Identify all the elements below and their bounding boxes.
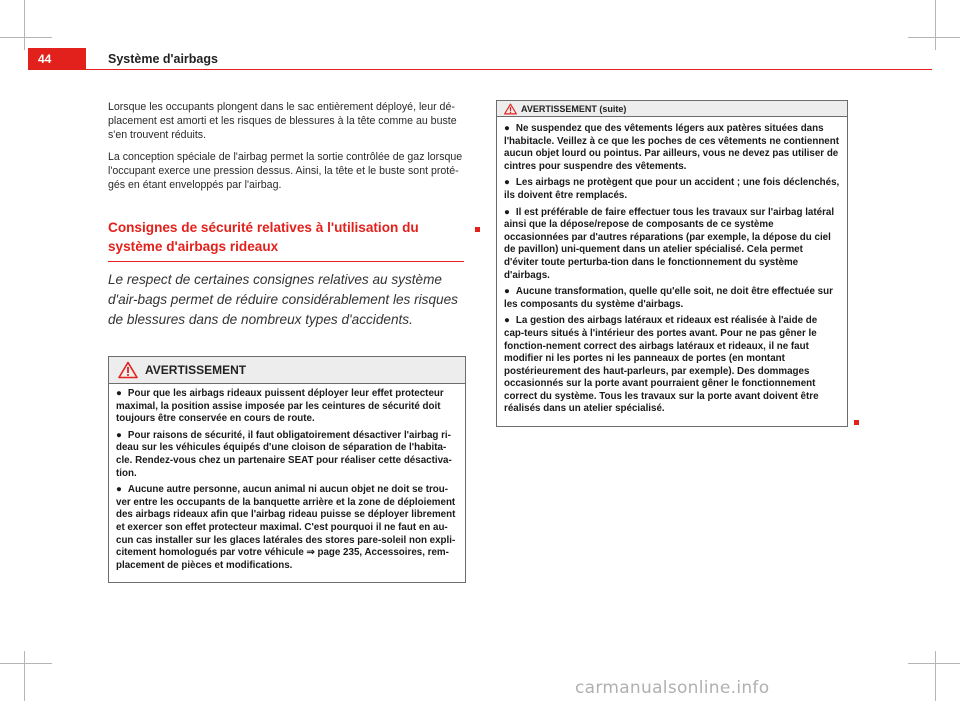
bullet-icon: ● [504, 286, 510, 298]
warning-item: ● Pour que les airbags rideaux puissent déployer leur effet protecteur maximal, la position assise imposée par les ceintures de sécurité doit toujours être conservée en cours de route. [116, 388, 444, 425]
header-rule [86, 69, 932, 70]
left-column [108, 100, 464, 583]
warning-body [109, 384, 465, 582]
warning-box-continued [496, 100, 848, 427]
chapter-title: Système d'airbags [108, 52, 218, 66]
warning-item: ● Il est préférable de faire effectuer tous les travaux sur l'airbag latéral ainsi que la dépose/repose de composants de ce système occasionnées par d'autres réparations (par exemple, la dépose du ciel de pavillon) uni-quement dans un atelier spécialisé. Cela permet d'éviter toute perturba-tion dans le fonctionnement du système d'airbags. [504, 206, 835, 281]
crop-mark [24, 651, 25, 701]
right-column [496, 100, 846, 427]
crop-mark [0, 663, 52, 664]
crop-mark [935, 651, 936, 701]
warning-triangle-icon [117, 361, 139, 379]
bullet-icon: ● [504, 123, 510, 134]
warning-item: ● Les airbags ne protègent que pour un accident ; une fois déclenchés, ils doivent être remplacés. [504, 177, 840, 201]
watermark: carmanualsonline.info [575, 678, 770, 698]
warning-title: AVERTISSEMENT [145, 363, 247, 377]
bullet-icon: ● [504, 177, 510, 189]
end-of-section-icon [475, 227, 480, 232]
crop-mark [908, 37, 960, 38]
warning-triangle-icon [503, 103, 517, 115]
crop-mark [935, 0, 936, 50]
warning-body [497, 117, 847, 426]
warning-item: ● Pour raisons de sécurité, il faut obligatoirement désactiver l'airbag ri-deau sur les véhicules équipés d'une cloison de séparation de l'habita-cle. Rendez-vous chez un partenaire SEAT pour réaliser cette désactiva-tion. [116, 429, 452, 479]
crop-mark [908, 663, 960, 664]
warning-header [497, 101, 847, 117]
warning-item: ● Aucune transformation, quelle qu'elle soit, ne doit être effectuée sur les composants du système d'airbags. [504, 286, 833, 310]
bullet-icon: ● [504, 206, 510, 218]
end-of-section-icon [854, 420, 859, 425]
body-paragraph: Lorsque les occupants plongent dans le sac entièrement déployé, leur dé-placement est amorti et les risques de blessures à la tête comme au buste s'en trouvent réduits. [108, 101, 457, 141]
warning-item: ● La gestion des airbags latéraux et rideaux est réalisée à l'aide de cap-teurs situés à l'intérieur des portes avant. Pour ne pas gêner le fonction-nement correct des airbags latéraux et rideaux, il ne faut modifier ni les portes ni les panneaux de portes (en montant postérieurement des haut-parleurs, par exemple). Des dommages occasionnés sur la porte avant pourraient gêner le fonctionnement correct du système. Tous les travaux sur la porte avant doivent être réalisés dans un atelier spécialisé. [504, 315, 819, 415]
body-paragraph-wrap [108, 150, 464, 192]
warning-header [109, 357, 465, 384]
section-intro: Le respect de certaines consignes relatives au système d'air-bags permet de réduire considérablement les risques de blessures dans de nombreux types d'accidents. [108, 272, 458, 327]
page-number: 44 [28, 48, 86, 70]
body-paragraph: La conception spéciale de l'airbag permet la sortie contrôlée de gaz lorsque l'occupant exerce une pression dessus. Ainsi, la tête et le buste sont proté-gés en étant enveloppés par l'airbag. [108, 151, 463, 191]
bullet-icon: ● [116, 388, 122, 399]
warning-item: ● Ne suspendez que des vêtements légers aux patères situées dans l'habitacle. Veillez à ce que les poches de ces vêtements ne contiennent aucun objet lourd ou pointus. Par ailleurs, vous ne devez pas utiliser de cintres pour suspendre des vêtements. [504, 123, 840, 172]
warning-item: ● Aucune autre personne, aucun animal ni aucun objet ne doit se trou-ver entre les occupants de la banquette arrière et la zone de déploiement des airbags rideaux afin que l'airbag rideau puisse se déployer librement et exercer son effet protecteur maximal. C'est pourquoi il ne faut en au-cun cas installer sur les glaces latérales des stores pare-soleil non expli-citement homologués par votre véhicule ⇒ page 235, Accessoires, rem-placement de pièces et modifications. [116, 484, 456, 571]
bullet-icon: ● [116, 484, 122, 496]
section-title: Consignes de sécurité relatives à l'utilisation du système d'airbags rideaux [108, 218, 464, 262]
warning-title: AVERTISSEMENT (suite) [521, 103, 627, 114]
crop-mark [24, 0, 25, 50]
crop-mark [0, 37, 52, 38]
bullet-icon: ● [116, 429, 122, 441]
bullet-icon: ● [504, 315, 510, 327]
warning-box [108, 356, 466, 583]
